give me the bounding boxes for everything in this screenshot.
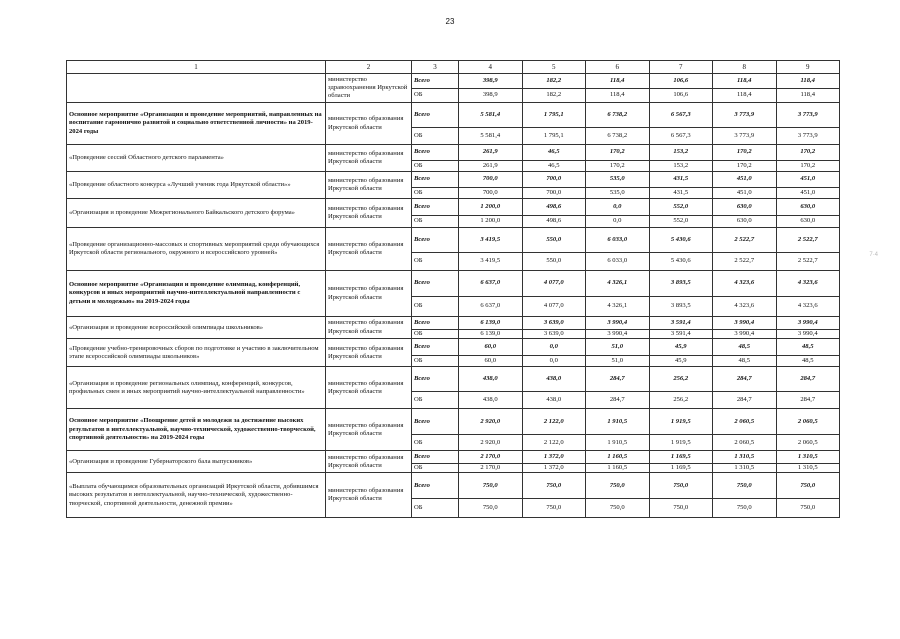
table-row — [67, 339, 840, 356]
amount-cell: 118,4 — [776, 89, 840, 103]
header-cell: 7 — [649, 61, 713, 74]
amount-cell: 1 310,5 — [776, 464, 840, 473]
amount-cell: 170,2 — [776, 161, 840, 172]
amount-cell: 4 323,6 — [713, 297, 777, 317]
amount-cell: 750,0 — [522, 473, 586, 499]
header-cell: 1 — [67, 61, 326, 74]
amount-cell: 750,0 — [713, 499, 777, 518]
table-row — [67, 103, 840, 128]
amount-cell: 284,7 — [586, 392, 650, 409]
funding-source-cell: Всего — [412, 409, 459, 435]
amount-cell: 0,0 — [586, 216, 650, 228]
executor-cell: министерство образования Иркутской области — [326, 228, 412, 271]
budget-table — [66, 60, 840, 518]
funding-source-cell: Всего — [412, 74, 459, 89]
amount-cell: 118,4 — [586, 74, 650, 89]
table-row — [67, 473, 840, 499]
amount-cell: 3 990,4 — [776, 317, 840, 330]
funding-source-cell: ОБ — [412, 392, 459, 409]
table-row — [67, 409, 840, 435]
amount-cell: 398,9 — [459, 89, 523, 103]
funding-source-cell: Всего — [412, 451, 459, 464]
amount-cell: 750,0 — [713, 473, 777, 499]
amount-cell: 3 773,9 — [713, 103, 777, 128]
amount-cell: 1 910,5 — [586, 409, 650, 435]
amount-cell: 1 372,0 — [522, 451, 586, 464]
amount-cell: 431,5 — [649, 172, 713, 188]
activity-name-cell — [67, 74, 326, 103]
amount-cell: 431,5 — [649, 188, 713, 199]
amount-cell: 2 920,0 — [459, 409, 523, 435]
amount-cell: 1 919,5 — [649, 409, 713, 435]
amount-cell: 0,0 — [586, 199, 650, 216]
amount-cell: 750,0 — [522, 499, 586, 518]
amount-cell: 700,0 — [459, 188, 523, 199]
amount-cell: 153,2 — [649, 161, 713, 172]
amount-cell: 5 581,4 — [459, 103, 523, 128]
amount-cell: 3 893,5 — [649, 297, 713, 317]
funding-source-cell: Всего — [412, 228, 459, 253]
header-cell: 5 — [522, 61, 586, 74]
activity-name-cell: «Организация и проведение всероссийской олимпиады школьников» — [67, 317, 326, 339]
amount-cell: 6 033,0 — [586, 228, 650, 253]
amount-cell: 498,6 — [522, 216, 586, 228]
amount-cell: 256,2 — [649, 392, 713, 409]
funding-source-cell: ОБ — [412, 356, 459, 367]
executor-cell: министерство образования Иркутской области — [326, 317, 412, 339]
funding-source-cell: Всего — [412, 339, 459, 356]
executor-cell: министерство образования Иркутской области — [326, 172, 412, 199]
amount-cell: 2 170,0 — [459, 464, 523, 473]
amount-cell: 3 419,5 — [459, 228, 523, 253]
amount-cell: 284,7 — [776, 367, 840, 392]
amount-cell: 498,6 — [522, 199, 586, 216]
executor-cell: министерство образования Иркутской области — [326, 103, 412, 145]
amount-cell: 1 169,5 — [649, 464, 713, 473]
amount-cell: 2 060,5 — [713, 409, 777, 435]
amount-cell: 60,0 — [459, 356, 523, 367]
amount-cell: 261,9 — [459, 161, 523, 172]
amount-cell: 6 637,0 — [459, 271, 523, 297]
amount-cell: 170,2 — [713, 161, 777, 172]
amount-cell: 5 430,6 — [649, 228, 713, 253]
amount-cell: 535,0 — [586, 188, 650, 199]
amount-cell: 2 522,7 — [776, 253, 840, 271]
amount-cell: 170,2 — [586, 145, 650, 161]
amount-cell: 5 430,6 — [649, 253, 713, 271]
amount-cell: 45,9 — [649, 339, 713, 356]
amount-cell: 2 122,0 — [522, 435, 586, 451]
amount-cell: 48,5 — [776, 356, 840, 367]
amount-cell: 3 990,4 — [776, 330, 840, 339]
amount-cell: 1 200,0 — [459, 216, 523, 228]
amount-cell: 451,0 — [713, 188, 777, 199]
amount-cell: 106,6 — [649, 74, 713, 89]
amount-cell: 118,4 — [713, 74, 777, 89]
amount-cell: 2 920,0 — [459, 435, 523, 451]
amount-cell: 0,0 — [522, 339, 586, 356]
amount-cell: 284,7 — [586, 367, 650, 392]
amount-cell: 2 060,5 — [713, 435, 777, 451]
amount-cell: 3 773,9 — [776, 103, 840, 128]
header-cell: 8 — [713, 61, 777, 74]
funding-source-cell: Всего — [412, 317, 459, 330]
amount-cell: 1 310,5 — [713, 464, 777, 473]
amount-cell: 0,0 — [522, 356, 586, 367]
amount-cell: 438,0 — [459, 367, 523, 392]
amount-cell: 51,0 — [586, 356, 650, 367]
activity-name-cell: Основное мероприятие «Организация и проведение мероприятий, направленных на воспитание гармонично развитой и социально ответственной личности» на 2019-2024 годы — [67, 103, 326, 145]
amount-cell: 6 139,0 — [459, 317, 523, 330]
amount-cell: 48,5 — [776, 339, 840, 356]
table-row — [67, 172, 840, 188]
amount-cell: 3 773,9 — [776, 128, 840, 145]
amount-cell: 2 122,0 — [522, 409, 586, 435]
amount-cell: 1 919,5 — [649, 435, 713, 451]
funding-source-cell: Всего — [412, 145, 459, 161]
amount-cell: 170,2 — [776, 145, 840, 161]
funding-source-cell: ОБ — [412, 89, 459, 103]
executor-cell: министерство образования Иркутской области — [326, 145, 412, 172]
amount-cell: 750,0 — [776, 499, 840, 518]
funding-source-cell: ОБ — [412, 464, 459, 473]
activity-name-cell: «Проведение сессий Областного детского парламента» — [67, 145, 326, 172]
funding-source-cell: ОБ — [412, 128, 459, 145]
table-row — [67, 317, 840, 330]
amount-cell: 3 893,5 — [649, 271, 713, 297]
amount-cell: 284,7 — [713, 367, 777, 392]
executor-cell: министерство здравоохранения Иркутской области — [326, 74, 412, 103]
amount-cell: 46,5 — [522, 145, 586, 161]
funding-source-cell: Всего — [412, 473, 459, 499]
amount-cell: 46,5 — [522, 161, 586, 172]
funding-source-cell: ОБ — [412, 330, 459, 339]
table-body — [67, 61, 840, 518]
table-row — [67, 451, 840, 464]
amount-cell: 106,6 — [649, 89, 713, 103]
amount-cell: 552,0 — [649, 216, 713, 228]
amount-cell: 2 522,7 — [713, 228, 777, 253]
funding-source-cell: ОБ — [412, 216, 459, 228]
amount-cell: 261,9 — [459, 145, 523, 161]
amount-cell: 45,9 — [649, 356, 713, 367]
amount-cell: 4 323,6 — [776, 271, 840, 297]
amount-cell: 6 033,0 — [586, 253, 650, 271]
amount-cell: 4 323,6 — [776, 297, 840, 317]
executor-cell: министерство образования Иркутской области — [326, 339, 412, 367]
amount-cell: 438,0 — [522, 392, 586, 409]
amount-cell: 750,0 — [649, 473, 713, 499]
funding-source-cell: Всего — [412, 199, 459, 216]
amount-cell: 182,2 — [522, 89, 586, 103]
activity-name-cell: «Организация и проведение региональных олимпиад, конференций, конкурсов, профильных смен и иных мероприятий научно-интеллектуальной направленности» — [67, 367, 326, 409]
amount-cell: 630,0 — [776, 199, 840, 216]
amount-cell: 2 060,5 — [776, 409, 840, 435]
amount-cell: 4 326,1 — [586, 271, 650, 297]
amount-cell: 3 419,5 — [459, 253, 523, 271]
amount-cell: 284,7 — [776, 392, 840, 409]
amount-cell: 535,0 — [586, 172, 650, 188]
funding-source-cell: ОБ — [412, 161, 459, 172]
amount-cell: 550,0 — [522, 253, 586, 271]
amount-cell: 153,2 — [649, 145, 713, 161]
amount-cell: 1 910,5 — [586, 435, 650, 451]
amount-cell: 3 591,4 — [649, 317, 713, 330]
funding-source-cell: Всего — [412, 271, 459, 297]
amount-cell: 750,0 — [459, 499, 523, 518]
amount-cell: 750,0 — [459, 473, 523, 499]
amount-cell: 6 139,0 — [459, 330, 523, 339]
header-cell: 4 — [459, 61, 523, 74]
header-cell: 3 — [412, 61, 459, 74]
table-row — [67, 367, 840, 392]
table-row — [67, 145, 840, 161]
amount-cell: 1 160,5 — [586, 464, 650, 473]
amount-cell: 700,0 — [522, 188, 586, 199]
amount-cell: 398,9 — [459, 74, 523, 89]
amount-cell: 550,0 — [522, 228, 586, 253]
amount-cell: 630,0 — [776, 216, 840, 228]
amount-cell: 1 310,5 — [713, 451, 777, 464]
amount-cell: 750,0 — [649, 499, 713, 518]
amount-cell: 170,2 — [586, 161, 650, 172]
amount-cell: 3 990,4 — [713, 330, 777, 339]
amount-cell: 1 200,0 — [459, 199, 523, 216]
amount-cell: 6 738,2 — [586, 103, 650, 128]
funding-source-cell: ОБ — [412, 297, 459, 317]
amount-cell: 2 060,5 — [776, 435, 840, 451]
funding-source-cell: Всего — [412, 103, 459, 128]
amount-cell: 284,7 — [713, 392, 777, 409]
page-number: 23 — [445, 17, 455, 26]
amount-cell: 4 077,0 — [522, 297, 586, 317]
amount-cell: 182,2 — [522, 74, 586, 89]
activity-name-cell: «Организация и проведение Губернаторского бала выпускников» — [67, 451, 326, 473]
amount-cell: 48,5 — [713, 339, 777, 356]
executor-cell: министерство образования Иркутской области — [326, 409, 412, 451]
amount-cell: 3 990,4 — [586, 317, 650, 330]
amount-cell: 630,0 — [713, 199, 777, 216]
activity-name-cell: «Проведение организационно-массовых и спортивных мероприятий среди обучающихся Иркутской области регионального, окружного и всероссийского уровней» — [67, 228, 326, 271]
executor-cell: министерство образования Иркутской области — [326, 199, 412, 228]
amount-cell: 451,0 — [776, 172, 840, 188]
activity-name-cell: «Проведение учебно-тренировочных сборов по подготовке и участию в заключительном этапе всероссийской олимпиады школьников» — [67, 339, 326, 367]
activity-name-cell: «Проведение областного конкурса «Лучший ученик года Иркутской области»» — [67, 172, 326, 199]
amount-cell: 6 637,0 — [459, 297, 523, 317]
amount-cell: 3 639,0 — [522, 317, 586, 330]
amount-cell: 118,4 — [713, 89, 777, 103]
funding-source-cell: Всего — [412, 172, 459, 188]
funding-source-cell: ОБ — [412, 435, 459, 451]
amount-cell: 1 160,5 — [586, 451, 650, 464]
amount-cell: 750,0 — [776, 473, 840, 499]
amount-cell: 2 522,7 — [713, 253, 777, 271]
amount-cell: 170,2 — [713, 145, 777, 161]
amount-cell: 6 738,2 — [586, 128, 650, 145]
executor-cell: министерство образования Иркутской области — [326, 271, 412, 317]
header-row — [67, 61, 840, 74]
amount-cell: 60,0 — [459, 339, 523, 356]
table-row — [67, 74, 840, 89]
amount-cell: 750,0 — [586, 499, 650, 518]
amount-cell: 2 170,0 — [459, 451, 523, 464]
activity-name-cell: «Организация и проведение Межрегионального Байкальского детского форума» — [67, 199, 326, 228]
amount-cell: 1 795,1 — [522, 128, 586, 145]
table-row — [67, 228, 840, 253]
table-row — [67, 199, 840, 216]
amount-cell: 3 773,9 — [713, 128, 777, 145]
funding-source-cell: ОБ — [412, 188, 459, 199]
amount-cell: 4 077,0 — [522, 271, 586, 297]
executor-cell: министерство образования Иркутской области — [326, 473, 412, 518]
amount-cell: 630,0 — [713, 216, 777, 228]
amount-cell: 1 310,5 — [776, 451, 840, 464]
amount-cell: 4 326,1 — [586, 297, 650, 317]
activity-name-cell: Основное мероприятие «Поощрение детей и молодежи за достижение высоких результатов в интеллектуальной, научно-технической, художественно-творческой, спортивной деятельности» на 2019-2024 годы — [67, 409, 326, 451]
amount-cell: 5 581,4 — [459, 128, 523, 145]
funding-source-cell: ОБ — [412, 499, 459, 518]
header-cell: 6 — [586, 61, 650, 74]
funding-source-cell: ОБ — [412, 253, 459, 271]
header-cell: 9 — [776, 61, 840, 74]
amount-cell: 2 522,7 — [776, 228, 840, 253]
table-row — [67, 271, 840, 297]
amount-cell: 3 990,4 — [586, 330, 650, 339]
amount-cell: 51,0 — [586, 339, 650, 356]
amount-cell: 1 169,5 — [649, 451, 713, 464]
amount-cell: 48,5 — [713, 356, 777, 367]
margin-mark: 7·4 — [869, 252, 878, 258]
amount-cell: 118,4 — [776, 74, 840, 89]
amount-cell: 3 639,0 — [522, 330, 586, 339]
activity-name-cell: Основное мероприятие «Организация и проведение олимпиад, конференций, конкурсов и иных мероприятий научно-интеллектуальной направленности с детьми и молодежью» на 2019-2024 годы — [67, 271, 326, 317]
amount-cell: 1 372,0 — [522, 464, 586, 473]
amount-cell: 1 795,1 — [522, 103, 586, 128]
amount-cell: 256,2 — [649, 367, 713, 392]
amount-cell: 700,0 — [522, 172, 586, 188]
amount-cell: 750,0 — [586, 473, 650, 499]
amount-cell: 451,0 — [776, 188, 840, 199]
header-cell: 2 — [326, 61, 412, 74]
amount-cell: 118,4 — [586, 89, 650, 103]
amount-cell: 451,0 — [713, 172, 777, 188]
amount-cell: 6 567,3 — [649, 128, 713, 145]
amount-cell: 3 990,4 — [713, 317, 777, 330]
amount-cell: 3 591,4 — [649, 330, 713, 339]
amount-cell: 552,0 — [649, 199, 713, 216]
funding-source-cell: Всего — [412, 367, 459, 392]
executor-cell: министерство образования Иркутской области — [326, 367, 412, 409]
amount-cell: 4 323,6 — [713, 271, 777, 297]
amount-cell: 6 567,3 — [649, 103, 713, 128]
amount-cell: 438,0 — [459, 392, 523, 409]
amount-cell: 700,0 — [459, 172, 523, 188]
executor-cell: министерство образования Иркутской области — [326, 451, 412, 473]
activity-name-cell: «Выплата обучающимся образовательных организаций Иркутской области, добившимся высоких результатов в интеллектуальной, научно-технической, художественно-творческой, спортивной деятельности, денежной премии» — [67, 473, 326, 518]
amount-cell: 438,0 — [522, 367, 586, 392]
